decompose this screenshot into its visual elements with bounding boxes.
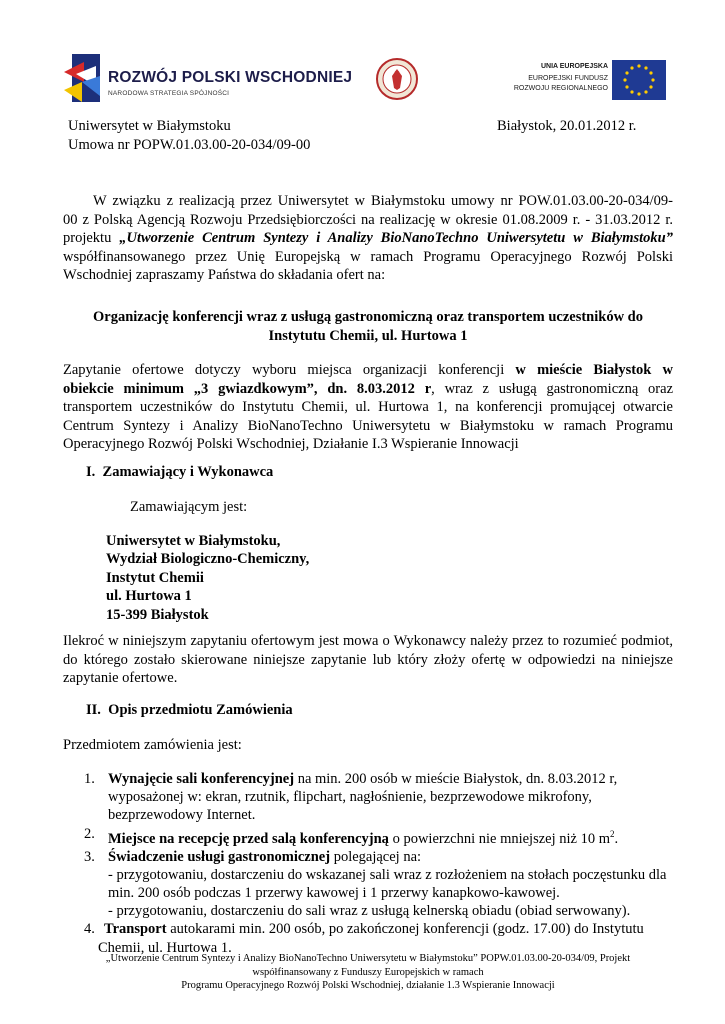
section2-heading: II. Opis przedmiotu Zamówienia [86, 702, 293, 718]
eu-logo [508, 60, 666, 102]
place-date: Białystok, 20.01.2012 r. [497, 118, 637, 134]
list-item: 3. Świadczenie usługi gastronomicznej polegającej na: - przygotowaniu, dostarczeniu do wskazanej sali wraz z rozłożeniem na stołach poczęstunku dla min. 200 osób podczas 1 przerwy kawowej i 1 przerwy kanapkowo-kawowej. - przygotowaniu, dostarczeniu do sali wraz z usługą kelnerską obiadu (obiad serwowany). [84, 848, 667, 920]
rozwoj-polski-wschodniej-logo [62, 52, 353, 107]
section1-heading: I. Zamawiający i Wykonawca [86, 464, 274, 480]
address-line: Wydział Biologiczno-Chemiczny, [106, 551, 310, 568]
inquiry-line2: obiekcie minimum „3 gwiazdkowym”, dn. 8.03.2012 r, wraz z usługą gastronomiczną oraz [63, 380, 674, 397]
section1-intro: Zamawiającym jest: [130, 499, 248, 515]
inquiry-line3: transportem uczestników do Instytutu Chemii, ul. Hurtowa 1, na konferencji promującej otwarcie [63, 399, 673, 416]
order-items-list [84, 770, 674, 957]
inquiry-line5: Operacyjnego Rozwój Polski Wschodniej, Działanie I.3 Wspieranie Innowacji [63, 436, 519, 453]
subject-line1: Organizację konferencji wraz z usługą gastronomiczną oraz transportem uczestników do [93, 309, 643, 325]
eu-line3: ROZWOJU REGIONALNEGO [513, 85, 608, 92]
contractor-line1: Ilekroć w niniejszym zapytaniu ofertowym jest mowa o Wykonawcy należy przez to rozumieć podmiot, [63, 633, 673, 649]
contractor-line2: do którego zostało skierowane niniejsze zapytanie lub który złoży ofertę w odpowiedzi na niniejsze [63, 651, 673, 668]
rpw-emblem-icon [62, 52, 106, 107]
address-line: 15-399 Białystok [106, 606, 209, 623]
address-line: Uniwersytet w Białymstoku, [106, 533, 281, 549]
intro-line5: Wschodniej zapraszamy Państwa do składania ofert na: [63, 267, 386, 284]
page-footer [63, 952, 673, 993]
section2-intro: Przedmiotem zamówienia jest: [63, 737, 242, 753]
footer-line1: „Utworzenie Centrum Syntezy i Analizy BioNanoTechno Uniwersytetu w Białymstoku” POPW.01.03.00-20-034/09, Projekt [105, 953, 631, 964]
university-seal-icon [376, 58, 418, 100]
address-line: ul. Hurtowa 1 [106, 588, 192, 605]
intro-line1: W związku z realizacją przez Uniwersytet w Białymstoku umowy nr POW.01.03.00-20-034/09- [93, 193, 673, 209]
intro-line2: 00 z Polską Agencją Rozwoju Przedsiębiorczości na realizację w okresie 01.08.2009 r. - 31.03.2012 r. [63, 211, 673, 228]
subject-line2: Instytutu Chemii, ul. Hurtowa 1 [268, 327, 468, 344]
list-item: 1. Wynajęcie sali konferencyjnej na min. 200 osób w mieście Białystok, dn. 8.03.2012 r, wyposażonej w: ekran, rzutnik, flipchart, nagłośnienie, bezprzewodowe mikrofony, bezprzewodowy Internet. [84, 771, 618, 824]
intro-line4: współfinansowanego przez Unię Europejską w ramach Programu Operacyjnego Rozwój Polski [63, 248, 673, 265]
intro-line3: projektu „Utworzenie Centrum Syntezy i Analizy BioNanoTechno Uniwersytetu w Białymstoku” [63, 230, 673, 247]
footer-line3: Programu Operacyjnego Rozwój Polski Wschodniej, działanie 1.3 Wspieranie Innowacji [181, 980, 555, 991]
footer-line2: współfinansowany z Funduszy Europejskich w ramach [252, 966, 484, 978]
logo-left-subtitle: NARODOWA STRATEGIA SPÓJNOŚCI [108, 90, 230, 97]
eu-line1: UNIA EUROPEJSKA [540, 63, 608, 70]
list-item: 4. Transport autokarami min. 200 osób, po zakończonej konferencji (godz. 17.00) do Instytutu Chemii, ul. Hurtowa 1. [84, 921, 644, 956]
address-line: Instytut Chemii [106, 569, 204, 586]
inquiry-line1: Zapytanie ofertowe dotyczy wyboru miejsca organizacji konferencji w mieście Białystok w [63, 362, 674, 378]
ordering-party-address [106, 532, 309, 624]
intro-paragraph [63, 192, 673, 285]
inquiry-paragraph [63, 361, 673, 454]
contractor-line3: zapytanie ofertowe. [63, 670, 178, 687]
inquiry-line4: Centrum Syntezy i Analizy BioNanoTechno Uniwersytetu w Białymstoku w ramach Programu [63, 417, 673, 434]
list-item: 2. Miejsce na recepcję przed salą konferencyjną o powierzchni nie mniejszej niż 10 $m^2$. [84, 825, 619, 847]
eu-flag-icon [612, 60, 666, 100]
institution-name: Uniwersytet w Białymstoku [68, 118, 231, 134]
logo-left-name: ROZWÓJ POLSKI WSCHODNIEJ [108, 69, 353, 86]
contract-number: Umowa nr POPW.01.03.00-20-034/09-00 [68, 137, 311, 153]
subject-heading [63, 308, 673, 345]
eu-line2: EUROPEJSKI FUNDUSZ [528, 75, 608, 82]
contractor-definition [63, 632, 673, 688]
